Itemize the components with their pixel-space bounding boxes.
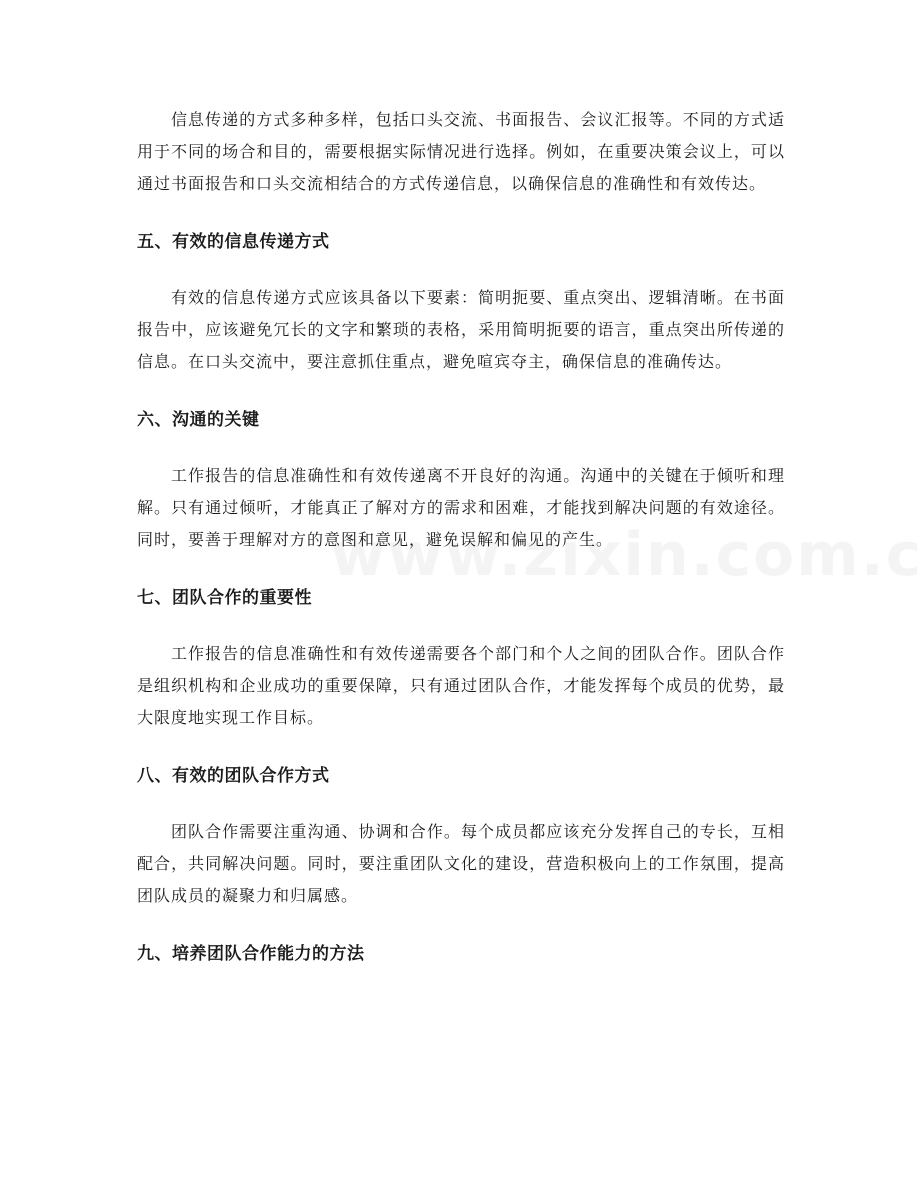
- section-heading-6: 六、沟通的关键: [137, 410, 260, 430]
- section-body-6: 工作报告的信息准确性和有效传递离不开良好的沟通。沟通中的关键在于倾听和理解。只有通过倾听，才能真正了解对方的需求和困难，才能找到解决问题的有效途径。同时，要善于理解对方的意图和意见，避免误解和偏见的产生。: [137, 466, 785, 549]
- intro-paragraph: 信息传递的方式多种多样，包括口头交流、书面报告、会议汇报等。不同的方式适用于不同的场合和目的，需要根据实际情况进行选择。例如，在重要决策会议上，可以通过书面报告和口头交流相结合的方式传递信息，以确保信息的准确性和有效传达。: [137, 110, 785, 193]
- section-heading-7: 七、团队合作的重要性: [137, 588, 312, 608]
- section-heading-9: 九、培养团队合作能力的方法: [137, 944, 365, 964]
- section-heading-8: 八、有效的团队合作方式: [137, 766, 330, 786]
- section-body-7: 工作报告的信息准确性和有效传递需要各个部门和个人之间的团队合作。团队合作是组织机构和企业成功的重要保障，只有通过团队合作，才能发挥每个成员的优势，最大限度地实现工作目标。: [137, 644, 785, 727]
- document-content: [137, 104, 785, 966]
- section-body-5: 有效的信息传递方式应该具备以下要素：简明扼要、重点突出、逻辑清晰。在书面报告中，应该避免冗长的文字和繁琐的表格，采用简明扼要的语言，重点突出所传递的信息。在口头交流中，要注意抓住重点，避免喧宾夺主，确保信息的准确传达。: [137, 288, 785, 371]
- section-heading-5: 五、有效的信息传递方式: [137, 232, 330, 252]
- section-body-8: 团队合作需要注重沟通、协调和合作。每个成员都应该充分发挥自己的专长，互相配合，共同解决问题。同时，要注重团队文化的建设，营造积极向上的工作氛围，提高团队成员的凝聚力和归属感。: [137, 822, 785, 905]
